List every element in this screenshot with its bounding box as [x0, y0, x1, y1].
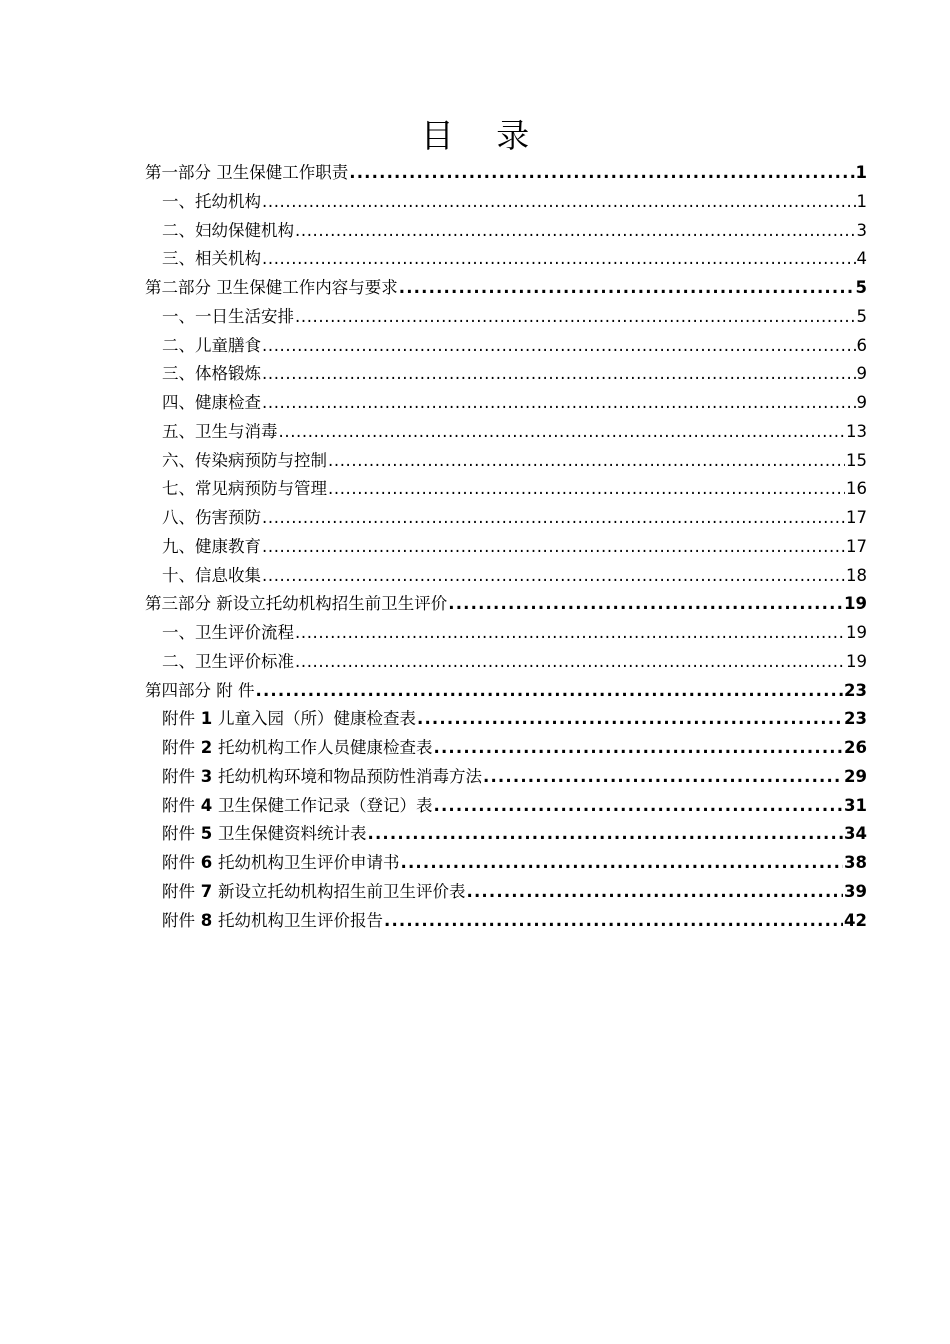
toc-entry-label: 四、健康检查	[162, 393, 261, 412]
toc-page-number: 1	[855, 163, 867, 182]
toc-leader-dots	[262, 504, 845, 533]
toc-page-number: 23	[844, 709, 867, 729]
toc-entry-label: 十、信息收集	[162, 565, 261, 585]
toc-entry[interactable]	[145, 447, 867, 476]
toc-entry-number: 3	[195, 766, 218, 786]
toc-leader-dots	[400, 849, 843, 878]
toc-entry-label	[162, 763, 482, 792]
toc-entry[interactable]	[145, 389, 867, 418]
toc-entry-number: 8	[195, 910, 218, 930]
toc-entry-label: 第三部分 新设立托幼机构招生前卫生评价	[145, 594, 448, 614]
toc-entry-label	[162, 705, 416, 734]
toc-entry[interactable]	[145, 849, 867, 878]
toc-leader-dots	[262, 533, 845, 562]
toc-entry[interactable]	[145, 533, 867, 562]
toc-page-number: 17	[846, 536, 867, 556]
toc-leader-dots	[295, 303, 856, 332]
toc-leader-dots	[262, 332, 856, 361]
toc-entry-number: 4	[195, 795, 218, 815]
toc-page-number: 38	[844, 853, 867, 872]
toc-entry-label: 八、伤害预防	[162, 508, 261, 527]
toc-page-number: 26	[844, 738, 867, 757]
toc-entry-label	[162, 849, 399, 878]
toc-entry-prefix: 附件	[162, 795, 195, 815]
toc-entry-prefix: 附件	[162, 910, 195, 930]
toc-section-entry[interactable]	[145, 677, 867, 706]
toc-section-entry[interactable]	[145, 590, 867, 619]
toc-entry-text: 卫生保健工作记录（登记）表	[217, 795, 433, 815]
toc-entry-label	[162, 734, 432, 763]
toc-entry-label	[162, 907, 383, 936]
toc-entry-label: 一、卫生评价流程	[162, 623, 294, 642]
toc-page-number: 29	[844, 766, 867, 786]
toc-entry[interactable]	[145, 418, 867, 447]
toc-entry-text: 托幼机构卫生评价申请书	[217, 853, 400, 872]
toc-entry[interactable]	[145, 504, 867, 533]
toc-entry-prefix: 附件	[162, 766, 195, 786]
toc-entry[interactable]	[145, 820, 867, 849]
toc-page-number: 19	[846, 651, 867, 671]
toc-page-number: 39	[844, 881, 867, 901]
toc-entry-label: 九、健康教育	[162, 536, 261, 556]
toc-leader-dots	[262, 389, 856, 418]
toc-entry[interactable]	[145, 705, 867, 734]
toc-entry-prefix: 附件	[162, 853, 195, 872]
toc-entry-label: 第二部分 卫生保健工作内容与要求	[145, 278, 398, 297]
toc-section-entry[interactable]	[145, 159, 867, 188]
toc-page-number: 1	[856, 191, 867, 211]
toc-leader-dots	[328, 475, 845, 504]
toc-entry-number: 5	[195, 824, 218, 844]
toc-entry-prefix: 附件	[162, 709, 195, 729]
toc-entry-prefix: 附件	[162, 824, 195, 844]
table-of-contents	[145, 159, 867, 935]
toc-leader-dots	[262, 360, 856, 389]
toc-entry-prefix: 附件	[162, 738, 195, 757]
toc-entry[interactable]	[145, 907, 867, 936]
toc-entry-label: 第一部分 卫生保健工作职责	[145, 163, 349, 182]
toc-page-number: 3	[856, 220, 867, 240]
toc-entry-label: 一、托幼机构	[162, 191, 261, 211]
toc-page-number: 9	[856, 364, 867, 384]
toc-leader-dots	[466, 878, 843, 907]
toc-entry-label	[162, 878, 465, 907]
toc-entry[interactable]	[145, 217, 867, 246]
toc-page-number: 23	[844, 680, 867, 700]
toc-leader-dots	[262, 562, 845, 591]
toc-page-number: 15	[846, 450, 867, 470]
toc-entry-label	[162, 792, 432, 821]
toc-page-number: 6	[856, 335, 867, 355]
toc-entry[interactable]	[145, 562, 867, 591]
toc-page-number: 16	[846, 479, 867, 499]
toc-entry[interactable]	[145, 648, 867, 677]
toc-entry[interactable]	[145, 763, 867, 792]
toc-page-number: 13	[846, 421, 867, 441]
toc-entry-text: 卫生保健资料统计表	[217, 824, 367, 844]
toc-entry-label: 三、体格锻炼	[162, 364, 261, 384]
toc-leader-dots	[433, 792, 843, 821]
toc-entry-text: 新设立托幼机构招生前卫生评价表	[217, 881, 466, 901]
toc-leader-dots	[328, 447, 845, 476]
toc-entry-text: 托幼机构卫生评价报告	[217, 910, 383, 930]
toc-leader-dots	[349, 159, 854, 188]
toc-entry-label: 六、传染病预防与控制	[162, 450, 327, 470]
toc-page-number: 19	[846, 623, 867, 642]
toc-entry[interactable]	[145, 245, 867, 274]
toc-entry[interactable]	[145, 734, 867, 763]
toc-page-number: 5	[855, 278, 867, 297]
toc-entry-label: 二、卫生评价标准	[162, 651, 294, 671]
toc-entry-number: 2	[195, 738, 218, 757]
toc-entry[interactable]	[145, 619, 867, 648]
toc-leader-dots	[433, 734, 843, 763]
toc-entry-label: 三、相关机构	[162, 249, 261, 269]
toc-leader-dots	[262, 245, 856, 274]
toc-leader-dots	[417, 705, 843, 734]
toc-leader-dots	[295, 619, 845, 648]
toc-entry[interactable]	[145, 188, 867, 217]
toc-entry-prefix: 附件	[162, 881, 195, 901]
toc-entry-label: 七、常见病预防与管理	[162, 479, 327, 499]
toc-page-number: 31	[844, 795, 867, 815]
toc-entry-label: 一、一日生活安排	[162, 306, 294, 326]
toc-leader-dots	[256, 677, 844, 706]
toc-section-entry[interactable]	[145, 274, 867, 303]
toc-entry-label	[162, 820, 366, 849]
toc-leader-dots	[384, 907, 843, 936]
toc-entry[interactable]	[145, 360, 867, 389]
page-title: 目 录	[420, 116, 546, 155]
toc-leader-dots	[367, 820, 843, 849]
toc-entry[interactable]	[145, 475, 867, 504]
toc-leader-dots	[399, 274, 855, 303]
toc-entry-number: 6	[195, 853, 218, 872]
toc-page-number: 19	[844, 594, 867, 614]
toc-entry-label: 二、妇幼保健机构	[162, 220, 294, 240]
toc-entry[interactable]	[145, 303, 867, 332]
toc-page-number: 42	[844, 910, 867, 930]
toc-leader-dots	[483, 763, 843, 792]
toc-page-number: 9	[856, 393, 867, 412]
toc-leader-dots	[295, 217, 856, 246]
toc-page-number: 18	[846, 565, 867, 585]
toc-page-number: 17	[846, 508, 867, 527]
toc-page-number: 4	[856, 249, 867, 269]
toc-entry-number: 1	[195, 709, 218, 729]
toc-entry[interactable]	[145, 332, 867, 361]
toc-leader-dots	[448, 590, 843, 619]
toc-page-number: 5	[856, 306, 867, 326]
toc-entry-text: 托幼机构工作人员健康检查表	[217, 738, 433, 757]
toc-leader-dots	[279, 418, 846, 447]
toc-page-number: 34	[844, 824, 867, 844]
toc-entry-text: 托幼机构环境和物品预防性消毒方法	[217, 766, 482, 786]
toc-leader-dots	[295, 648, 845, 677]
toc-entry-text: 儿童入园（所）健康检查表	[217, 709, 416, 729]
toc-leader-dots	[262, 188, 856, 217]
toc-entry-label: 第四部分 附 件	[145, 680, 255, 700]
toc-entry-label: 二、儿童膳食	[162, 335, 261, 355]
toc-entry-number: 7	[195, 881, 218, 901]
toc-entry[interactable]	[145, 792, 867, 821]
toc-entry[interactable]	[145, 878, 867, 907]
toc-entry-label: 五、卫生与消毒	[162, 421, 278, 441]
